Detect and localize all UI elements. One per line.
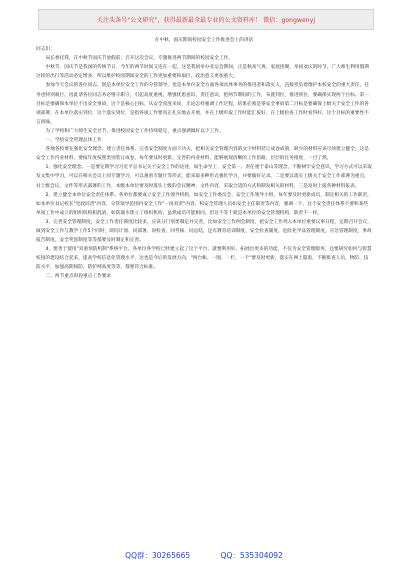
document-title: 在中秋、国庆期间校园安全工作推进会上的讲话 (154, 38, 254, 43)
paragraph: 各地各校要在强化安全理念、建立责任体系、完善安全制度方面下功夫，把相关安全管理内容的文字材料装订成卷成册，缺少的材料应该尽快建立健全，这是 安全工作内业材料，要按年度按照类别装订成卷，每年要及时更新。完善的内业材料，能够展现清晰的工作思路，层层的任务推进，一目了然。 (36, 147, 369, 162)
paragraph: 3、完善安全管理制度。安全工作责任制度比较多，应该分门别类制定并完善，比如安全工作例会制度，把安全工作列入本单位重要议事日程，定期召开会议， 做到安全工作与教学工作5个同时，即同计划、同部署、同检查、同考核、同总结，还有教育培训制度、安全检查制度，危险化学品管理制度，应急管理制度，事故 报告制度，安全奖惩制度等等都要及时制定和完善。 (36, 219, 372, 244)
section-heading: 一、学校安全管理总体工作 (45, 138, 102, 144)
paragraph: 参加今天会议的各位同志，既是本单位安全工作的分管领导，也是本单位安全方面各项具体事务的推进者和落实人，直接担负着维护本校安全的重大责任，任 务也特别艰巨。因此请各位同志务必恪守职守，引起高度重视，增强忧患意识、责任意识，把两节期间的工作，布置到位，推进到位，要确保实现两个目标。第一 目标是要确保本单位不出安全事故，这个是核心目标，从安全角度来说，无论怎样强调工作过程，结果必须是零安全事故第二目标是要确保上级关于安全工作的各 项部署，在本单位落实到位，这个落实到位，是指各项工作要真正扎实地去开展，并在上级听取工作时能汇报好，在上级检查工作时看得好，这个目标的重要性不 言而喻。 (36, 83, 369, 125)
paragraph: 为了学校和广大师生安全过节，推进校园安全工作持续稳定，重点强调做好以下工作。 (45, 128, 224, 134)
contact-footer (0, 550, 408, 561)
qq-number-text: QQ：535304092 (220, 551, 283, 560)
promo-banner-text: 关注头条号"公文研究"，获得最新最全最专业的公文资料库！ 微信：gongwenyj (96, 17, 316, 24)
paragraph: 2、建立健全本单位安全责任体系。各单位都要成立安全工作领导机构，如安全工作委员会、安全工作领导小组，每年要及时更新成员，制定相关的工作职责， 如本单位书记校长"党政同责"内容，分管领导范围内安全工作"一岗双责"内容，和安全管理人员如安全主任职责等内容，强调一下，这个安全责任体系不要和某些 单项工作中成立的组织机构相混淆，如防溺水建立了组织机构，虽然成员可能相同，但这不等于就是本单位的安全管理机构，职责不一样。 (36, 192, 372, 216)
qq-group-text: QQ群：30265665 (125, 551, 191, 560)
paragraph: 4、要善于使用"双重预防机制"系统平台。各单位各学校已经建立起了这个平台，就要利用好。拓展出更多的功能，不仅为安全管理服务，还要研究如何与智慧 校园的建设结合起来，提高学校信息化管理水平，达也是今后的发展方向，"两台帐、一图、一栏、一卡"要及时更新。落实在网上隐患，不断排查人员、物防、技 防水平，加强高期间防、防护网高度等等，都要符合标准。 (36, 247, 372, 271)
paragraph: 1、强化安全理念。一是要定期学习习近平总书记关于安全工作的论述，如生命至上、安全第一、责任重于泰山等理念，不断树牢安全意识，学习方式可以采取 发文集中学习，可以在相关会议上同专题学习，可以观看专题片等形式，能采取多种形式强化学习，并要做好记录。二是要以落实上级关于安全工作部署为重点， 对上级会议、文件等形式部署的工作，本级本单位要及时落实上级的会议精神，文件内容，采取合适的方式和制发相关的材料，三是及时上报各种材料报表。 (36, 165, 372, 189)
paragraph: 中秋节、国庆节是我国的传统节日，今年的两节时间又连在一起，这是我国举办亚运会期间，正是秋高气爽、家庭团聚，举国欢庆的时节。广大师生利用假期 这样的出行等活动必定增多，所以维护校园期间安全的工作更加重要和艰巨。政治意义更加重大。 (36, 65, 369, 80)
paragraph: 局长委托我，在中秋节国庆节放假前，召开这次会议，专题推进两节期间的校园安全工作。 (45, 56, 234, 62)
document-salutation: 同志们： (36, 47, 55, 53)
document-body (36, 36, 372, 282)
promo-banner (38, 9, 374, 30)
section-heading: 二、两节重点时段重点工作要求 (45, 274, 112, 280)
